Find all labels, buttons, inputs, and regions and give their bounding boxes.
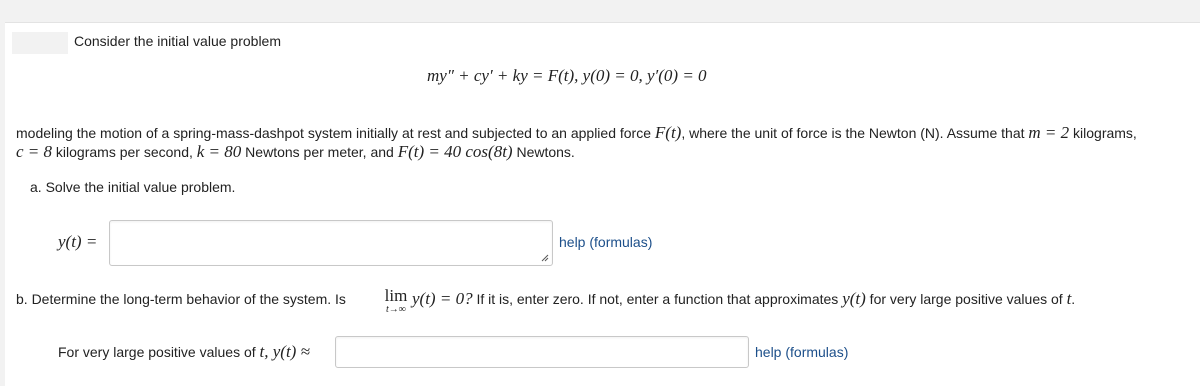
math-spring: k = 80 (196, 142, 242, 161)
part-a-answer-label: y(t) = (58, 232, 98, 251)
math-y: y(t) (842, 289, 866, 308)
part-b-text: If it is, enter zero. If not, enter a function that approximates (472, 291, 843, 307)
redacted-region (12, 32, 68, 54)
limit-expr: y(t) = 0? (412, 289, 473, 308)
part-b-label-text: For very large positive values of (58, 344, 260, 360)
paragraph-text: kilograms, (1069, 125, 1137, 141)
problem-paragraph-line-1 (16, 124, 1137, 142)
resize-grip-icon[interactable] (540, 253, 549, 262)
math-t: t (1066, 289, 1072, 308)
part-b-prompt (16, 290, 346, 308)
part-b-answer-input[interactable] (335, 336, 749, 368)
limit-word: lim (384, 286, 408, 305)
paragraph-text: , where the unit of force is the Newton (N). Assume that (681, 125, 1029, 141)
part-b-help-link[interactable]: help (formulas) (755, 344, 849, 360)
math-force-def: F(t) = 40 cos(8t) (397, 142, 513, 161)
paragraph-text: Newtons. (512, 144, 575, 160)
part-a-help-link[interactable]: help (formulas) (559, 234, 653, 250)
problem-paragraph-line-2 (16, 143, 575, 161)
math-force: F(t) (654, 123, 682, 142)
math-damping: c = 8 (16, 142, 53, 161)
paragraph-text: kilograms per second, (52, 144, 197, 160)
ode-equation: my″ + cy′ + ky = F(t), y(0) = 0, y′(0) = 0 (427, 66, 707, 85)
math-mass: m = 2 (1028, 123, 1070, 142)
part-a-prompt: a. Solve the initial value problem. (30, 179, 236, 195)
paragraph-text: modeling the motion of a spring-mass-dashpot system initially at rest and subjected to an applied force (16, 125, 655, 141)
part-a-answer-input[interactable] (109, 220, 553, 266)
paragraph-text: Newtons per meter, and (241, 144, 398, 160)
part-b-label-math: t, y(t) ≈ (259, 342, 310, 361)
part-b-text: b. Determine the long-term behavior of the system. Is (16, 291, 346, 307)
part-b-text: . (1071, 291, 1076, 307)
limit-subscript: t→∞ (386, 304, 406, 315)
part-b-text: for very large positive values of (865, 291, 1067, 307)
part-b-prompt-rest (412, 290, 1075, 308)
limit-expression (384, 287, 408, 315)
part-b-answer-label (58, 343, 310, 361)
intro-text: Consider the initial value problem (74, 33, 281, 49)
